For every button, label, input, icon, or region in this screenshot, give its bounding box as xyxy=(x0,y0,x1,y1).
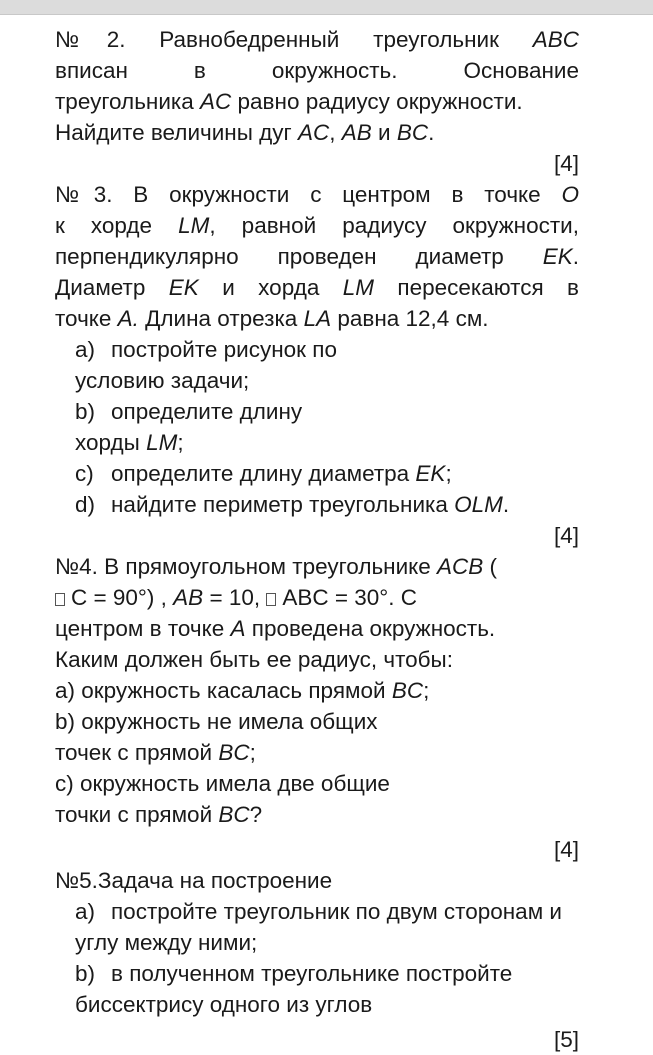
problem-3-line-4 xyxy=(55,272,579,303)
problem-2-points: [4] xyxy=(553,151,579,176)
text: ABC = 30°. С xyxy=(282,585,418,610)
text: постройте рисунок по xyxy=(111,337,337,362)
text: постройте треугольник по двум сторонам и xyxy=(111,899,562,924)
math-var: AB xyxy=(173,585,204,610)
angle-symbol-icon xyxy=(55,593,65,606)
text: Основание xyxy=(463,58,579,83)
math-var: BC xyxy=(391,678,424,703)
text: точек с прямой xyxy=(55,740,219,765)
text: биссектрису одного из углов xyxy=(75,992,373,1017)
text: ( xyxy=(483,554,498,579)
problem-5-item-b xyxy=(55,958,615,989)
text: равна 12,4 см. xyxy=(331,306,489,331)
text: пересекаются в xyxy=(374,275,579,300)
math-var: A xyxy=(230,616,246,641)
problem-5-item-a-cont xyxy=(55,927,615,958)
problem-2-line-2 xyxy=(55,55,579,86)
text: в полученном треугольнике постройте xyxy=(111,961,513,986)
problem-4-line-9 xyxy=(55,799,579,830)
text: = 10, xyxy=(203,585,267,610)
problem-4-line-1 xyxy=(55,551,579,582)
text: . xyxy=(502,492,510,517)
problem-4 xyxy=(55,551,579,865)
text: ; xyxy=(445,461,452,486)
text: найдите периметр треугольника xyxy=(111,492,455,517)
text: центром в точке xyxy=(55,616,231,641)
problem-5-points: [5] xyxy=(553,1027,579,1052)
text: точки с прямой xyxy=(55,802,219,827)
math-var: BC xyxy=(396,120,429,145)
text: точке xyxy=(55,306,118,331)
problem-4-points: [4] xyxy=(553,837,579,862)
text: определите длину xyxy=(111,399,303,424)
problem-3-item-a-cont xyxy=(55,365,579,396)
item-label: a) xyxy=(75,337,96,362)
math-var: A. xyxy=(117,306,139,331)
math-var: BC xyxy=(218,802,250,827)
math-var: AC xyxy=(200,89,232,114)
math-var: EK xyxy=(415,461,446,486)
item-label: a) xyxy=(75,899,96,924)
item-label: d) xyxy=(75,492,96,517)
text: №3. В окружности с центром в точке xyxy=(55,182,562,207)
text: перпендикулярно проведен диаметр xyxy=(55,244,543,269)
text: ? xyxy=(249,802,263,827)
text: вписан xyxy=(55,58,128,83)
item-label: b) xyxy=(75,961,96,986)
problem-3-item-c xyxy=(55,458,579,489)
math-var: O xyxy=(561,182,579,207)
text: a) окружность касалась прямой xyxy=(55,678,392,703)
text: ; xyxy=(177,430,184,455)
problem-4-line-8: c) окружность имела две общие xyxy=(55,771,390,796)
text: , xyxy=(329,120,342,145)
top-bar xyxy=(0,0,653,15)
math-var: EK xyxy=(542,244,573,269)
text: , равной радиусу окружности, xyxy=(209,213,579,238)
problem-3-line-2 xyxy=(55,210,579,241)
problem-4-line-6: b) окружность не имела общих xyxy=(55,709,378,734)
math-var: LM xyxy=(342,275,375,300)
text: C = 90°) , xyxy=(71,585,174,610)
problem-5-item-b-cont xyxy=(55,989,615,1020)
problem-3 xyxy=(55,179,579,551)
problem-3-item-b xyxy=(55,396,579,427)
problem-2-line-1 xyxy=(55,24,579,55)
text: и xyxy=(371,120,397,145)
problem-2-line-3 xyxy=(55,86,579,117)
problem-3-points: [4] xyxy=(553,523,579,548)
text: Длина отрезка xyxy=(138,306,304,331)
problem-3-item-d xyxy=(55,489,579,520)
text: Диаметр xyxy=(55,275,169,300)
item-label: c) xyxy=(75,461,94,486)
text: Равнобедренный треугольник xyxy=(159,27,533,52)
math-var: ABC xyxy=(532,27,579,52)
text: треугольника xyxy=(55,89,201,114)
text: . xyxy=(572,244,579,269)
text: в xyxy=(193,58,206,83)
math-var: LM xyxy=(178,213,210,238)
math-var: OLM xyxy=(454,492,503,517)
math-var: BC xyxy=(218,740,250,765)
problem-3-line-1 xyxy=(55,179,579,210)
math-var: ACB xyxy=(437,554,484,579)
problem-3-line-3 xyxy=(55,241,579,272)
problem-5-title: №5.Задача на построение xyxy=(55,868,333,893)
problem-4-line-2 xyxy=(55,582,579,613)
problem-2-line-4 xyxy=(55,117,579,148)
angle-symbol-icon xyxy=(266,593,276,606)
problem-5-items xyxy=(55,896,615,1020)
math-var: LM xyxy=(146,430,178,455)
math-var: EK xyxy=(168,275,199,300)
problem-3-line-5 xyxy=(55,303,579,334)
math-var: LA xyxy=(303,306,332,331)
problem-4-line-3 xyxy=(55,613,579,644)
text: ; xyxy=(249,740,256,765)
problem-4-line-5 xyxy=(55,675,579,706)
text: определите длину диаметра xyxy=(111,461,416,486)
problem-3-item-b-cont xyxy=(55,427,579,458)
text: к хорде xyxy=(55,213,179,238)
item-label: b) xyxy=(75,399,96,424)
text: хорды xyxy=(75,430,147,455)
text: равно радиусу окружности. xyxy=(231,89,523,114)
text: №4. В прямоугольном треугольнике xyxy=(55,554,438,579)
text: углу между ними; xyxy=(75,930,258,955)
text: и хорда xyxy=(198,275,343,300)
math-var: AB xyxy=(341,120,372,145)
math-var: AC xyxy=(298,120,330,145)
problem-3-item-a xyxy=(55,334,579,365)
text: окружность. xyxy=(271,58,398,83)
text: условию задачи; xyxy=(75,368,250,393)
problem-5 xyxy=(55,865,579,1055)
problem-4-line-4: Каким должен быть ее радиус, чтобы: xyxy=(55,647,453,672)
problem-number: №2. xyxy=(55,27,126,52)
problem-5-item-a xyxy=(55,896,615,927)
text: Найдите величины дуг xyxy=(55,120,298,145)
text: . xyxy=(428,120,435,145)
problem-2 xyxy=(55,24,579,179)
problem-4-line-7 xyxy=(55,737,579,768)
text: ; xyxy=(423,678,430,703)
text: проведена окружность. xyxy=(245,616,496,641)
document-page xyxy=(55,24,579,1055)
